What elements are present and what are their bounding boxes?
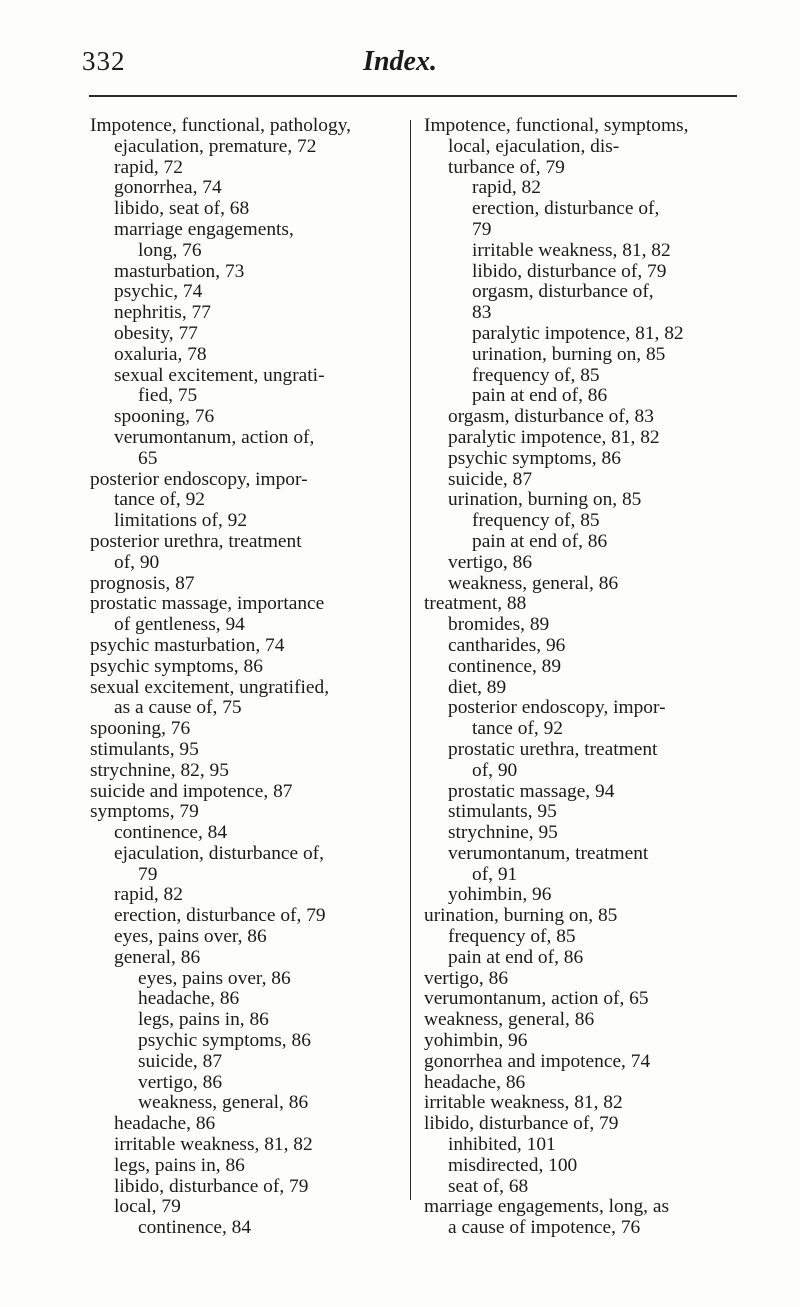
index-entry: vertigo, 86 xyxy=(424,967,509,989)
index-entry: posterior endoscopy, impor- xyxy=(90,468,308,490)
index-entry: psychic masturbation, 74 xyxy=(90,634,285,656)
index-entry: libido, seat of, 68 xyxy=(114,198,250,220)
index-entry: nephritis, 77 xyxy=(114,302,211,324)
index-entry: frequency of, 85 xyxy=(472,364,600,386)
index-entry: of, 90 xyxy=(114,551,160,573)
index-entry: cantharides, 96 xyxy=(448,634,566,656)
index-entry: a cause of impotence, 76 xyxy=(448,1217,641,1239)
index-entry: orgasm, disturbance of, xyxy=(472,281,654,303)
index-entry: rapid, 72 xyxy=(114,156,183,178)
index-entry: irritable weakness, 81, 82 xyxy=(472,239,671,261)
index-entry: treatment, 88 xyxy=(424,593,527,615)
index-entry: seat of, 68 xyxy=(448,1175,529,1197)
index-entry: psychic, 74 xyxy=(114,281,203,303)
index-entry: verumontanum, treatment xyxy=(448,842,649,864)
index-entry: 83 xyxy=(472,302,492,324)
running-title: Index. xyxy=(363,46,437,77)
index-entry: tance of, 92 xyxy=(472,718,563,740)
index-entry: tance of, 92 xyxy=(114,489,205,511)
index-entry: sexual excitement, ungratified, xyxy=(90,676,330,698)
index-entry: stimulants, 95 xyxy=(448,801,557,823)
index-entry: strychnine, 95 xyxy=(448,822,558,844)
index-entry: weakness, general, 86 xyxy=(138,1092,309,1114)
index-entry: local, 79 xyxy=(114,1196,181,1218)
index-entry: vertigo, 86 xyxy=(138,1071,223,1093)
index-entry: headache, 86 xyxy=(424,1071,526,1093)
index-entry: urination, burning on, 85 xyxy=(448,489,642,511)
index-entry: weakness, general, 86 xyxy=(448,572,619,594)
index-entry: erection, disturbance of, xyxy=(472,198,660,220)
index-entry: eyes, pains over, 86 xyxy=(114,926,267,948)
index-entry: psychic symptoms, 86 xyxy=(448,447,621,469)
index-entry: legs, pains in, 86 xyxy=(114,1154,245,1176)
index-entry: of, 90 xyxy=(472,759,518,781)
index-entry: legs, pains in, 86 xyxy=(138,1009,269,1031)
index-entry: gonorrhea, 74 xyxy=(114,177,222,199)
index-entry: orgasm, disturbance of, 83 xyxy=(448,406,654,428)
index-entry: psychic symptoms, 86 xyxy=(90,655,263,677)
index-entry: turbance of, 79 xyxy=(448,156,565,178)
index-entry: headache, 86 xyxy=(138,988,240,1010)
index-entry: diet, 89 xyxy=(448,676,507,698)
index-entry: paralytic impotence, 81, 82 xyxy=(472,322,684,344)
index-entry: psychic symptoms, 86 xyxy=(138,1030,311,1052)
index-entry: verumontanum, action of, 65 xyxy=(424,988,649,1010)
index-entry: pain at end of, 86 xyxy=(472,530,608,552)
index-entry: strychnine, 82, 95 xyxy=(90,759,229,781)
index-column-left xyxy=(90,116,406,1239)
index-entry: sexual excitement, ungrati- xyxy=(114,364,325,386)
index-entry: symptoms, 79 xyxy=(90,801,199,823)
index-entry: spooning, 76 xyxy=(90,718,191,740)
index-entry: marriage engagements, xyxy=(114,218,294,240)
column-divider xyxy=(410,120,411,1200)
page-number: 332 xyxy=(82,46,126,76)
index-entry: yohimbin, 96 xyxy=(424,1030,528,1052)
index-entry: ejaculation, disturbance of, xyxy=(114,842,324,864)
index-entry: irritable weakness, 81, 82 xyxy=(424,1092,623,1114)
index-entry: pain at end of, 86 xyxy=(448,946,584,968)
index-entry: libido, disturbance of, 79 xyxy=(114,1175,309,1197)
index-entry: ejaculation, premature, 72 xyxy=(114,135,317,157)
page-header xyxy=(0,46,800,86)
index-entry: suicide, 87 xyxy=(448,468,533,490)
index-entry: continence, 89 xyxy=(448,655,562,677)
index-entry: spooning, 76 xyxy=(114,406,215,428)
index-entry: rapid, 82 xyxy=(472,177,541,199)
index-entry: prostatic massage, 94 xyxy=(448,780,615,802)
index-entry: erection, disturbance of, 79 xyxy=(114,905,326,927)
index-entry: frequency of, 85 xyxy=(472,510,600,532)
header-rule xyxy=(89,95,737,97)
index-entry: vertigo, 86 xyxy=(448,551,533,573)
index-entry: marriage engagements, long, as xyxy=(424,1196,669,1218)
index-entry: prognosis, 87 xyxy=(90,572,195,594)
index-entry: general, 86 xyxy=(114,946,201,968)
index-entry: inhibited, 101 xyxy=(448,1134,556,1156)
index-entry: prostatic massage, importance xyxy=(90,593,325,615)
index-entry: paralytic impotence, 81, 82 xyxy=(448,426,660,448)
index-entry: Impotence, functional, symptoms, xyxy=(424,115,689,136)
index-entry: frequency of, 85 xyxy=(448,926,576,948)
index-column-right xyxy=(424,116,746,1239)
index-entry: of gentleness, 94 xyxy=(114,614,245,636)
index-entry: urination, burning on, 85 xyxy=(472,343,666,365)
index-entry: of, 91 xyxy=(472,863,518,885)
index-entry: 65 xyxy=(138,447,158,469)
index-entry: stimulants, 95 xyxy=(90,738,199,760)
index-entry: 79 xyxy=(472,218,492,240)
index-entry: eyes, pains over, 86 xyxy=(138,967,291,989)
index-entry: verumontanum, action of, xyxy=(114,426,315,448)
index-entry: prostatic urethra, treatment xyxy=(448,738,658,760)
index-entry: suicide, 87 xyxy=(138,1050,223,1072)
index-entry: continence, 84 xyxy=(114,822,228,844)
index-entry: as a cause of, 75 xyxy=(114,697,242,719)
index-entry: bromides, 89 xyxy=(448,614,550,636)
index-entry: posterior urethra, treatment xyxy=(90,530,302,552)
index-entry: libido, disturbance of, 79 xyxy=(424,1113,619,1135)
index-entry: pain at end of, 86 xyxy=(472,385,608,407)
index-entry: continence, 84 xyxy=(138,1217,252,1239)
index-entry: weakness, general, 86 xyxy=(424,1009,595,1031)
index-entry: urination, burning on, 85 xyxy=(424,905,618,927)
index-entry: Impotence, functional, pathology, xyxy=(90,115,351,136)
index-entry: irritable weakness, 81, 82 xyxy=(114,1134,313,1156)
index-entry: libido, disturbance of, 79 xyxy=(472,260,667,282)
index-entry: long, 76 xyxy=(138,239,202,261)
index-entry: headache, 86 xyxy=(114,1113,216,1135)
index-entry: local, ejaculation, dis- xyxy=(448,135,620,157)
index-entry: oxaluria, 78 xyxy=(114,343,207,365)
index-entry: 79 xyxy=(138,863,158,885)
index-entry: limitations of, 92 xyxy=(114,510,248,532)
index-entry: yohimbin, 96 xyxy=(448,884,552,906)
index-entry: misdirected, 100 xyxy=(448,1154,578,1176)
index-entry: suicide and impotence, 87 xyxy=(90,780,293,802)
index-entry: gonorrhea and impotence, 74 xyxy=(424,1050,651,1072)
index-entry: obesity, 77 xyxy=(114,322,198,344)
index-entry: masturbation, 73 xyxy=(114,260,245,282)
index-entry: posterior endoscopy, impor- xyxy=(448,697,666,719)
index-entry: fied, 75 xyxy=(138,385,198,407)
index-entry: rapid, 82 xyxy=(114,884,183,906)
